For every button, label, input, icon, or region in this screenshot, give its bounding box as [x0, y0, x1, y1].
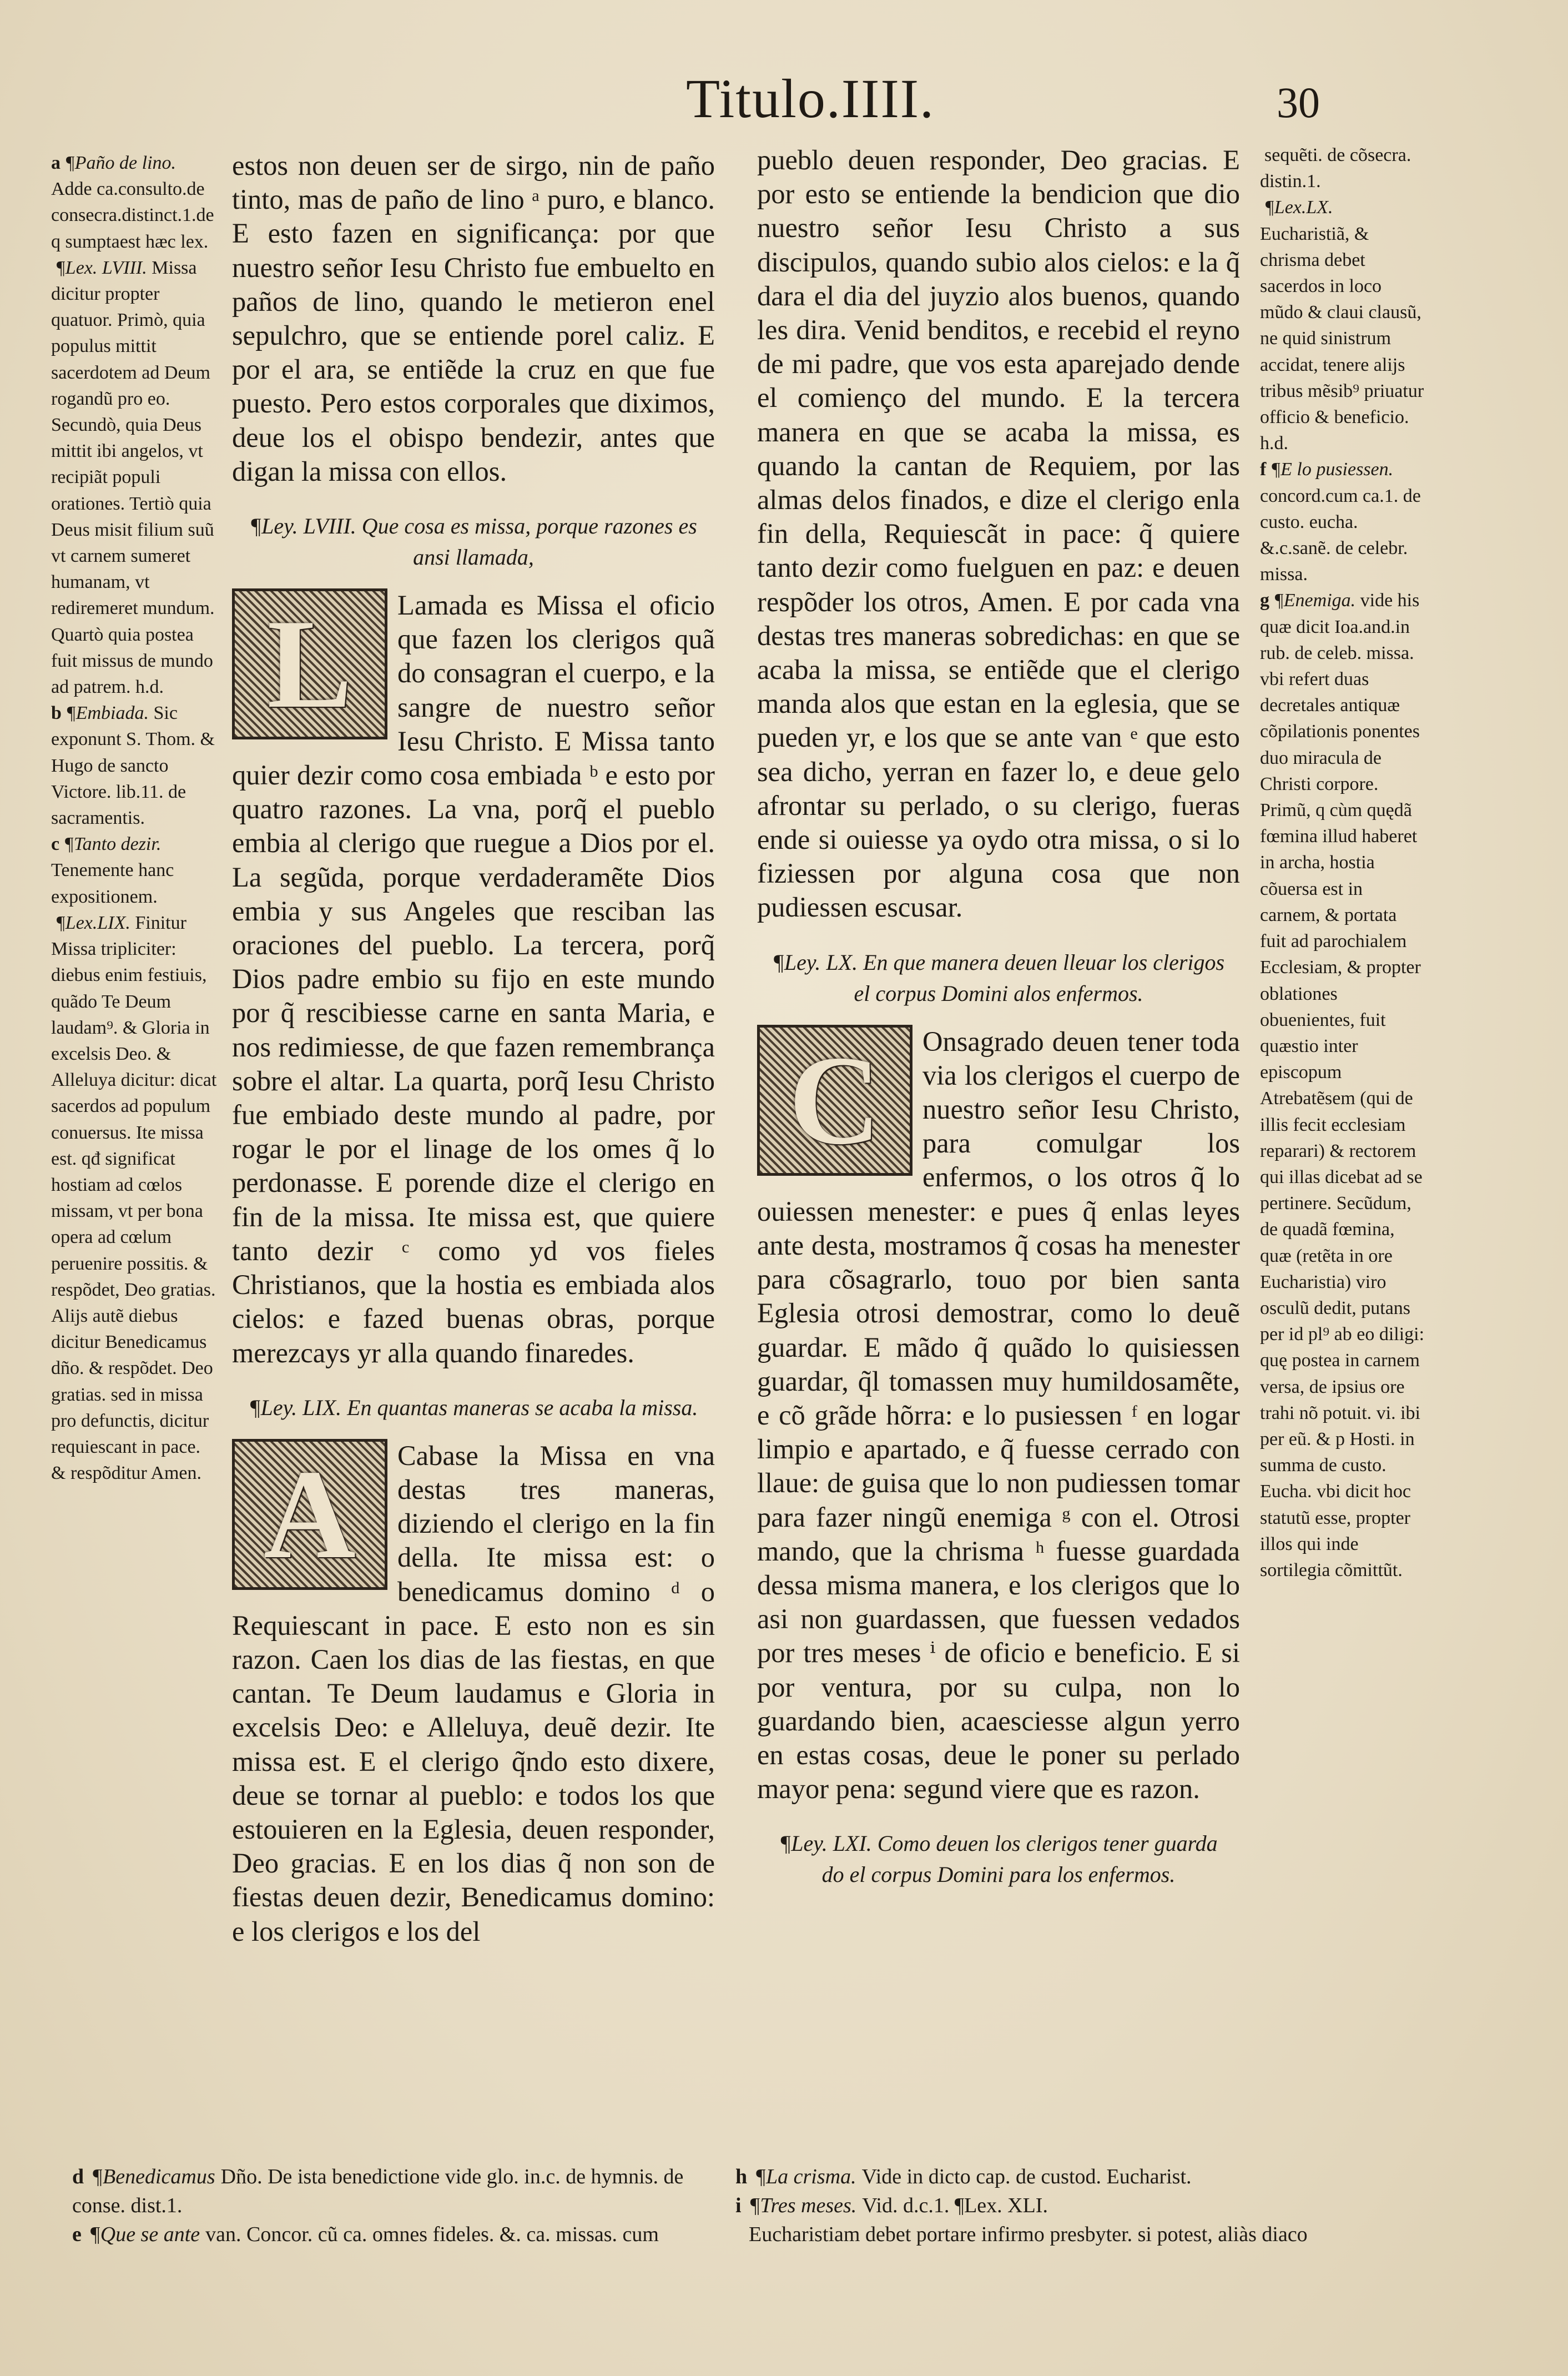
chapter-lx [757, 1025, 1240, 1806]
paragraph: Lamada es Missa el oficio que fazen los clerigos quã do consagran el cuerpo, e la sangre de nuestro señor Iesu Christo. E Missa tanto quier dezir como cosa embiada ᵇ e esto por quatro razones. La vna, porq̃ el pueblo embia al clerigo que ruegue a Dios por el. La segũda, porque verdaderamẽte Dios embia y sus Angeles que resciban las oraciones del pueblo. La tercera, porq̃ Dios padre embio su fijo en este mundo por q̃ rescibiesse carne en santa Maria, e nos redimiesse, de que fazen remembrança sobre el altar. La quarta, porq̃ Iesu Christo fue embiado deste mundo al padre, por rogar le por el linage de los omes q̃ lo perdonasse. E porende dize el clerigo en fin de la missa. Ite missa est, que quiere tanto dezir ᶜ como yd vos fieles Christianos, que la hostia es embiada alos cielos: e fazed buenas obras, porque merezcays yr alla quando finaredes. [232, 590, 715, 1368]
footnotes-left [72, 2162, 722, 2273]
paragraph: Onsagrado deuen tener toda via los clerigos el cuerpo de nuestro señor Iesu Christo, para comulgar los enfermos, o los otros q̃ lo ouiessen menester: e pues q̃ enlas leyes ante desta, mostramos q̃ cosas ha menester para cõsagrarlo, touo por bien santa Eglesia otrosi demostrar, como lo deuẽ guardar. E mãdo q̃ quãdo lo quisiessen guardar, q̃l tomassen muy humildosamẽte, e cõ grãde hõrra: e lo pusiessen ᶠ en logar limpio e apartado, e q̃ fuesse cerrado con llaue: de guisa que lo non pudiessen tomar para fazer ningũ enemiga ᵍ con el. Otrosi mando, que la chrisma ʰ fuesse guardada dessa misma manera, e los clerigos que lo asi non guardassen, que fuessen vedados por tres meses ⁱ de oficio e beneficio. E si por ventura, por su culpa, non lo guardando bien, acaesciesse algun yerro en estas cosas, deue le poner su perlado mayor pena: segund viere que es razon. [757, 1025, 1240, 1805]
footnote: e ¶Que se ante van. Concor. cũ ca. omnes fideles. &. ca. missas. cum [72, 2223, 659, 2246]
gloss-entry: ¶Lex. LVIII. Missa dicitur propter quatuor. Primò, quia populus mittit sacerdotem ad Deum rogandũ pro eo. Secundò, quia Deus mittit ibi angelos, vt recipiãt populi orationes. Tertiò quia Deus misit filium suũ vt carnem sumeret humanam, vt rediremeret mundum. Quartò quia postea fuit missus de mundo ad patrem. h.d. [51, 257, 215, 698]
law-rubric-lx: ¶Ley. LX. En que manera deuen lleuar los clerigos el corpus Domini alos enfermos. [772, 949, 1225, 1006]
law-rubric-lix: ¶Ley. LIX. En quantas maneras se acaba la missa. [249, 1395, 698, 1420]
chapter-lviii [232, 588, 715, 1370]
gloss-entry: b ¶Embiada. Sic exponunt S. Thom. & Hugo de sancto Victore. lib.11. de sacramentis. [51, 703, 215, 829]
paragraph: Cabase la Missa en vna destas tres maneras, diziendo el clerigo en la fin della. Ite missa est: o benedicamus domino ᵈ o Requiescant in pace. E esto non es sin razon. Caen los dias de las fiestas, en que cantan. Te Deum laudamus e Gloria in excelsis Deo: e Alleluya, deuẽ dezir. Ite missa est. E el clerigo q̃ndo esto dixere, deue se tornar al pueblo: e todos los que estouieren en la Eglesia, deuen responder, Deo gracias. E en los dias q̃ non son de fiestas deuen dezir, Benedicamus domino: e los clerigos e los del [232, 1439, 715, 1947]
gloss-entry: sequẽti. de cõsecra. distin.1. [1260, 145, 1411, 192]
footnote: d ¶Benedicamus Dño. De ista benedictione vide glo. in.c. de hymnis. de conse. dist.1. [72, 2165, 684, 2217]
footnotes-right [735, 2162, 1413, 2262]
chapter-lix [232, 1439, 715, 1949]
paragraph: pueblo deuen responder, Deo gracias. E por esto se entiende la bendicion que dio nuestro señor Iesu Christo a sus discipulos, quando subio alos cielos: e la q̃ dara el dia del juyzio alos buenos, quando les dira. Venid benditos, e recebid el reyno de mi padre, que vos esta aparejado dende el comienço del mundo. E la tercera manera en que se acaba la missa, es quando la cantan de Requiem, por las almas delos finados, e dize el clerigo enla fin della, Requiescãt in pace: q̃ quiere tanto dezir como fuelguen en paz: e deuen respõder los otros, Amen. E por cada vna destas tres maneras sobredichas: en que se acaba la missa, se entiẽde que el clerigo manda alos que estan en la eglesia, que se pueden yr, e los que se ante van ᵉ que esto sea dicho, yerran en fazer lo, e deue gelo afrontar su perlado, o su clerigo, fueras ende si ouiesse ya oydo otra missa, o si lo fiziessen por alguna cosa que non pudiessen escusar. [757, 144, 1240, 923]
law-rubric-lxi: ¶Ley. LXI. Como deuen los clerigos tener guarda do el corpus Domini para los enfermos. [779, 1831, 1218, 1887]
gloss-entry: f ¶E lo pusiessen. concord.cum ca.1. de custo. eucha. &.c.sanẽ. de celebr. missa. [1260, 459, 1421, 585]
gloss-entry: a ¶Paño de lino. Adde ca.consulto.de consecra.distinct.1.de q sumptaest hæc lex. [51, 153, 214, 252]
page-title: Titulo.IIII. [685, 68, 935, 129]
footnote: i ¶Tres meses. Vid. d.c.1. ¶Lex. XLI. [735, 2194, 1048, 2217]
paragraph: estos non deuen ser de sirgo, nin de paño tinto, mas de paño de lino ᵃ puro, e blanco. E esto fazen en significança: por que nuestro señor Iesu Christo fue embuelto en paños de lino, quando le metieron enel sepulchro, que se entiende porel caliz. E por el ara, se entiẽde la cruz en que fue puesto. Pero estos corporales que diximos, deue los el obispo bendezir, antes que digan la missa con ellos. [232, 150, 715, 487]
gloss-entry: ¶Lex.LX. Eucharistiã, & chrisma debet sacerdos in loco mũdo & claui clausũ, ne quid sinistrum accidat, tenere alijs tribus mẽsib⁹ priuatur officio & beneficio. h.d. [1260, 197, 1424, 454]
main-column-2 [757, 143, 1240, 2125]
right-gloss-column [1260, 142, 1426, 2168]
gloss-entry: g ¶Enemiga. vide his quæ dicit Ioa.and.in rub. de celeb. missa. vbi refert duas decretales antiquæ cõpilationis ponentes duo miracula de Christi corpore. Primũ, q cùm quędã fœmina illud haberet in archa, hostia cõuersa est in carnem, & portata fuit ad parochialem Ecclesiam, & propter oblationes obuenientes, fuit quæstio inter episcopum Atrebatẽsem (qui de illis fecit ecclesiam reparari) & rectorem qui illas dicebat ad se pertinere. Secũdum, de quadã fœmina, quæ (retẽta in ore Eucharistia) viro osculũ dedit, putans per id pl⁹ ab eo diligi: quę postea in carnem versa, de ipsius ore trahi nõ potuit. vi. ibi per eũ. & p Hosti. in summa de custo. Eucha. vbi dicit hoc statutũ esse, propter illos qui inde sortilegia cõmittũt. [1260, 590, 1425, 1580]
decorated-initial: A [232, 1439, 387, 1590]
folio-number: 30 [1277, 78, 1320, 127]
left-gloss-column [51, 150, 218, 2143]
gloss-entry: ¶Lex.LIX. Finitur Missa tripliciter: diebus enim festiuis, quãdo Te Deum laudam⁹. & Gloria in excelsis Deo. & Alleluya dicitur: dicat sacerdos ad populum conuersus. Ite missa est. qđ significat hostiam ad cœlos missam, vt per bona opera ad cœlum peruenire possitis. & respõdet, Deo gratias. Alijs autẽ diebus dicitur Benedicamus dño. & respõdet. Deo gratias. sed in missa pro defunctis, dicitur requiescant in pace. & respõditur Amen. [51, 912, 217, 1484]
law-rubric-lviii: ¶Ley. LVIII. Que cosa es missa, porque razones es ansi llamada, [250, 514, 697, 570]
gloss-entry: c ¶Tanto dezir. Tenemente hanc expositionem. [51, 834, 174, 907]
running-header [0, 67, 1568, 133]
footnote: Eucharistiam debet portare infirmo presbyter. si potest, aliàs diaco [749, 2223, 1308, 2246]
main-column-1 [232, 149, 715, 2161]
decorated-initial: L [232, 588, 387, 739]
footnote: h ¶La crisma. Vide in dicto cap. de custod. Eucharist. [735, 2165, 1192, 2188]
decorated-initial: C [757, 1025, 912, 1176]
